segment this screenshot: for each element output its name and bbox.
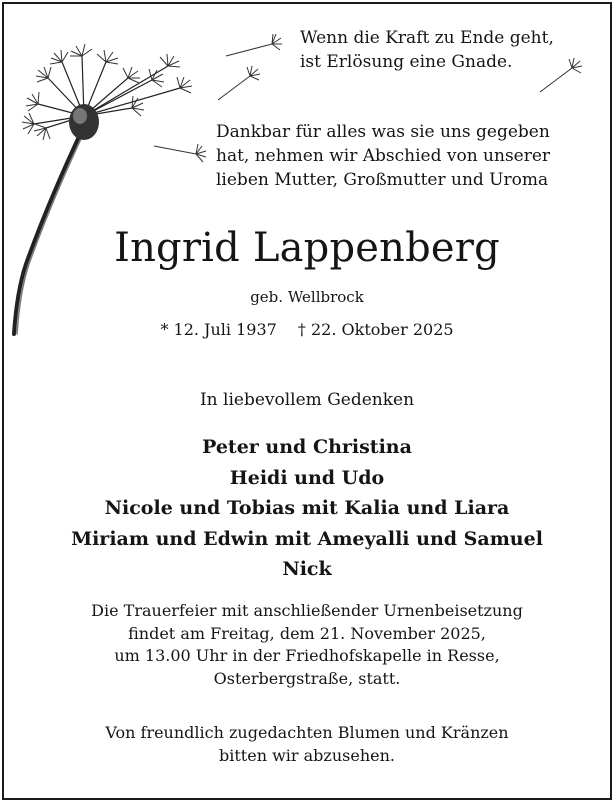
deceased-name: Ingrid Lappenberg xyxy=(114,225,500,271)
quote xyxy=(300,26,554,74)
mourner-entry: Nick xyxy=(282,558,332,580)
mourners-list xyxy=(4,432,610,585)
intro-line: lieben Mutter, Großmutter und Uroma xyxy=(216,170,549,190)
quote-line: Wenn die Kraft zu Ende geht, xyxy=(300,28,554,48)
intro-line: hat, nehmen wir Abschied von unserer xyxy=(216,146,551,166)
mourner-entry: Miriam und Edwin mit Ameyalli und Samuel xyxy=(71,527,543,550)
mourner-entry: Nicole und Tobias mit Kalia und Liara xyxy=(104,497,510,519)
memorial-heading: In liebevollem Gedenken xyxy=(199,390,415,410)
ceremony-line: Osterbergstraße, statt. xyxy=(213,668,401,688)
life-dates xyxy=(4,319,610,341)
quote-line: ist Erlösung eine Gnade. xyxy=(300,52,513,72)
mourner-entry: Peter und Christina xyxy=(202,436,412,458)
ceremony-line: findet am Freitag, dem 21. November 2025, xyxy=(128,623,486,643)
ceremony-line: Die Trauerfeier mit anschließender Urnenbeisetzung xyxy=(91,601,523,620)
birth-name: geb. Wellbrock xyxy=(250,288,364,306)
intro-text xyxy=(216,120,550,192)
intro-line: Dankbar für alles was sie uns gegeben xyxy=(216,122,550,142)
obituary-card xyxy=(2,2,612,800)
flowers-note xyxy=(4,722,610,767)
mourner-entry: Heidi und Udo xyxy=(229,466,385,489)
birth-date: * 12. Juli 1937 xyxy=(160,320,277,339)
ceremony-line: um 13.00 Uhr in der Friedhofskapelle in Resse, xyxy=(114,646,500,665)
flowers-line: Von freundlich zugedachten Blumen und Kränzen xyxy=(105,723,509,742)
death-date: † 22. Oktober 2025 xyxy=(297,320,454,339)
flowers-line: bitten wir abzusehen. xyxy=(219,745,395,765)
ceremony-info xyxy=(4,600,610,690)
